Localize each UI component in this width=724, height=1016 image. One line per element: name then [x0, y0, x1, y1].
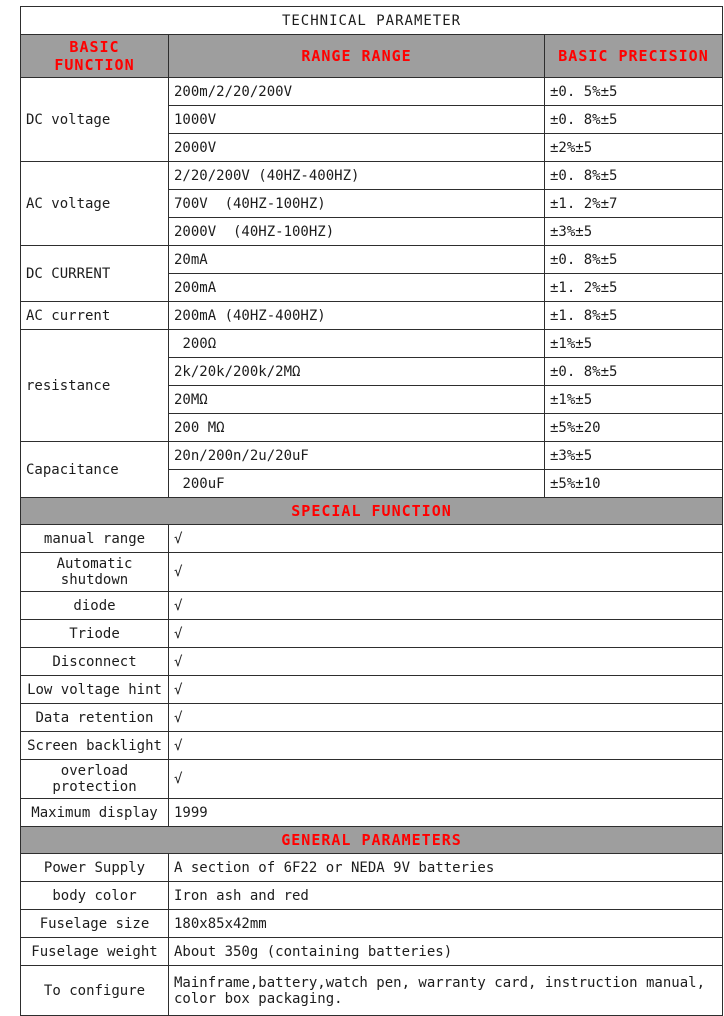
param-value: A section of 6F22 or NEDA 9V batteries	[169, 854, 723, 882]
function-cell-dc-voltage: DC voltage	[21, 78, 169, 162]
range-cell: 200 MΩ	[169, 414, 545, 442]
column-header-basic-function: BASIC FUNCTION	[21, 35, 169, 78]
feature-value: √	[169, 760, 723, 799]
param-label: Power Supply	[21, 854, 169, 882]
table-row	[21, 910, 723, 938]
precision-cell: ±5%±20	[545, 414, 723, 442]
range-cell: 200m/2/20/200V	[169, 78, 545, 106]
feature-label: diode	[21, 592, 169, 620]
range-cell: 2000V (40HZ-100HZ)	[169, 218, 545, 246]
table-row	[21, 246, 723, 274]
feature-value: √	[169, 553, 723, 592]
feature-value: √	[169, 648, 723, 676]
precision-cell: ±0. 8%±5	[545, 106, 723, 134]
precision-cell: ±1%±5	[545, 386, 723, 414]
table-row	[21, 162, 723, 190]
feature-label: overload protection	[21, 760, 169, 799]
table-row	[21, 704, 723, 732]
precision-cell: ±0. 5%±5	[545, 78, 723, 106]
section-header-row	[21, 498, 723, 525]
table-row	[21, 442, 723, 470]
precision-cell: ±2%±5	[545, 134, 723, 162]
feature-label: Low voltage hint	[21, 676, 169, 704]
table-row	[21, 525, 723, 553]
precision-cell: ±0. 8%±5	[545, 246, 723, 274]
range-cell: 2/20/200V (40HZ-400HZ)	[169, 162, 545, 190]
table-row	[21, 330, 723, 358]
feature-label: Maximum display	[21, 799, 169, 827]
table-row	[21, 78, 723, 106]
table-row	[21, 799, 723, 827]
range-cell: 20MΩ	[169, 386, 545, 414]
function-cell-ac-voltage: AC voltage	[21, 162, 169, 246]
table-row	[21, 966, 723, 1016]
range-cell: 200uF	[169, 470, 545, 498]
range-cell: 2k/20k/200k/2MΩ	[169, 358, 545, 386]
param-label: Fuselage size	[21, 910, 169, 938]
feature-value: √	[169, 704, 723, 732]
feature-value: √	[169, 592, 723, 620]
page-title: TECHNICAL PARAMETER	[21, 7, 723, 35]
precision-cell: ±1. 8%±5	[545, 302, 723, 330]
precision-cell: ±0. 8%±5	[545, 162, 723, 190]
table-row	[21, 760, 723, 799]
column-header-row	[21, 35, 723, 78]
function-cell-resistance: resistance	[21, 330, 169, 442]
param-value: About 350g (containing batteries)	[169, 938, 723, 966]
table-row	[21, 676, 723, 704]
title-row	[21, 7, 723, 35]
feature-label: Disconnect	[21, 648, 169, 676]
range-cell: 20n/200n/2u/20uF	[169, 442, 545, 470]
param-value: Mainframe,battery,watch pen, warranty card, instruction manual, color box packaging.	[169, 966, 723, 1016]
param-value: 180x85x42mm	[169, 910, 723, 938]
section-header-row	[21, 827, 723, 854]
table-row	[21, 553, 723, 592]
feature-value: √	[169, 676, 723, 704]
precision-cell: ±3%±5	[545, 442, 723, 470]
range-cell: 20mA	[169, 246, 545, 274]
feature-label: manual range	[21, 525, 169, 553]
function-cell-dc-current: DC CURRENT	[21, 246, 169, 302]
column-header-precision: BASIC PRECISION	[545, 35, 723, 78]
table-row	[21, 882, 723, 910]
feature-value: √	[169, 620, 723, 648]
feature-label: Triode	[21, 620, 169, 648]
table-row	[21, 620, 723, 648]
precision-cell: ±5%±10	[545, 470, 723, 498]
table-row	[21, 938, 723, 966]
feature-value: √	[169, 732, 723, 760]
feature-label: Data retention	[21, 704, 169, 732]
feature-label: Screen backlight	[21, 732, 169, 760]
range-cell: 200mA (40HZ-400HZ)	[169, 302, 545, 330]
table-row	[21, 648, 723, 676]
precision-cell: ±3%±5	[545, 218, 723, 246]
precision-cell: ±1. 2%±5	[545, 274, 723, 302]
range-cell: 2000V	[169, 134, 545, 162]
section-header-special-function: SPECIAL FUNCTION	[21, 498, 723, 525]
section-header-general-parameters: GENERAL PARAMETERS	[21, 827, 723, 854]
table-row	[21, 302, 723, 330]
feature-value: √	[169, 525, 723, 553]
technical-parameter-table	[20, 6, 723, 1016]
param-label: Fuselage weight	[21, 938, 169, 966]
feature-value: 1999	[169, 799, 723, 827]
param-label: body color	[21, 882, 169, 910]
precision-cell: ±1%±5	[545, 330, 723, 358]
function-cell-ac-current: AC current	[21, 302, 169, 330]
range-cell: 200mA	[169, 274, 545, 302]
table-row	[21, 854, 723, 882]
precision-cell: ±1. 2%±7	[545, 190, 723, 218]
param-label: To configure	[21, 966, 169, 1016]
range-cell: 1000V	[169, 106, 545, 134]
column-header-range: RANGE RANGE	[169, 35, 545, 78]
param-value: Iron ash and red	[169, 882, 723, 910]
table-row	[21, 732, 723, 760]
precision-cell: ±0. 8%±5	[545, 358, 723, 386]
table-row	[21, 592, 723, 620]
range-cell: 200Ω	[169, 330, 545, 358]
function-cell-capacitance: Capacitance	[21, 442, 169, 498]
range-cell: 700V (40HZ-100HZ)	[169, 190, 545, 218]
feature-label: Automatic shutdown	[21, 553, 169, 592]
